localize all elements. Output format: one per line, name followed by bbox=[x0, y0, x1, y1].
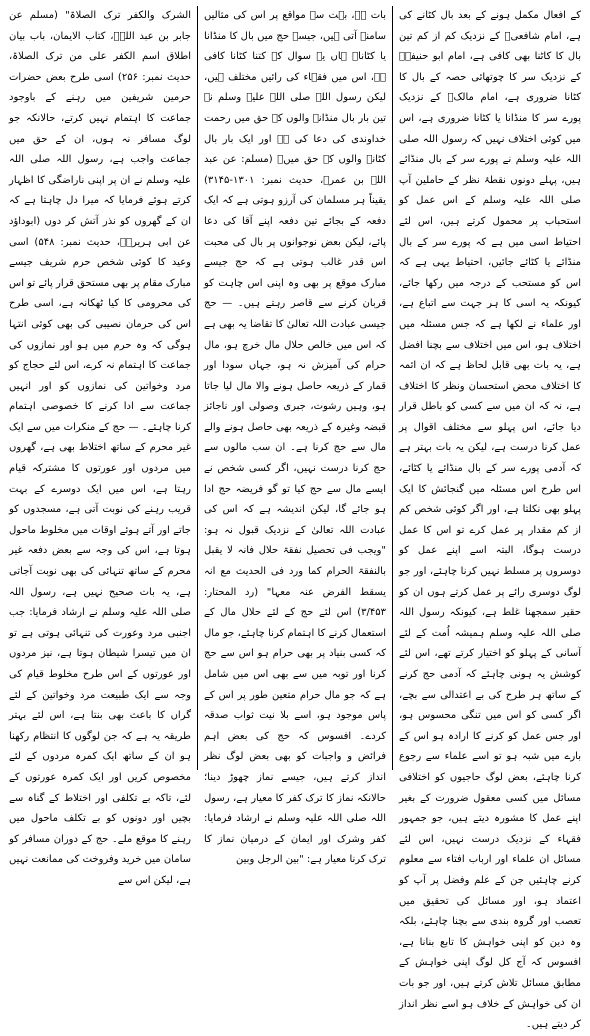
column-middle bbox=[200, 6, 390, 866]
three-column-layout bbox=[5, 6, 585, 1031]
column-right bbox=[395, 6, 585, 1031]
column-left bbox=[5, 6, 195, 886]
column-middle-text: بات ہے، بہت سے مواقع پر اس کی مثالیں سامنے آتی ہیں، جیسے حج میں بال کا منڈانا یا کٹانا۔ ہاں یہ سوال کہ کتنا کٹانا کافی ہے، اس میں فقہاء کی رائیں مختلف ہیں، لیکن رسول اللہ صلی اللہ علیہ وسلم نے تین بار بال منڈانے والوں کے حق میں رحمت خداوندی کی دعا کی ہے اور ایک بار بال کٹانے والوں کے حق میں۔ (مسلم: عن عبد اللہ بن عمرؓ، حدیث نمبر: ۱۳۰۱-۳۱۴۵) یقیناً ہر مسلمان کی آرزو ہوتی ہے کہ ایک دفعہ کے بجائے تین دفعہ اپنے آقا کی دعا پائے، لیکن بعض نوجوانوں پر بال کی محبت اس قدر غالب ہوتی ہے کہ حج جیسے مبارک موقع پر بھی وہ اپنی اس چاہت کو قربان کرنے سے قاصر رہتے ہیں۔ — حج جیسی عبادت اللہ تعالیٰ کا تقاضا یہ بھی ہے کہ اس میں خالص حلال مال خرچ ہو، مال حرام کی آمیزش نہ ہو، جہاں سودا اور قمار کے ذریعہ حاصل ہونے والا مال لیا جاتا ہو، وہیں رشوت، جبری وصولی اور ناجائز قبضہ وغیرہ کے ذریعہ بھی حاصل ہونے والے مال سے حج کرنا ہے۔ ان سب مالوں سے حج کرنا درست نہیں، اگر کسی شخص نے ایسے مال سے حج کیا تو گو فریضہ حج ادا ہو جائے گا، لیکن اندیشہ ہے کہ اس کی عبادت اللہ تعالیٰ کے نزدیک قبول نہ ہو: "ویجب فی تحصیل نفقۃ حلال فانہ لا یقبل بالنفقۃ الحرام کما ورد فی الحدیث مع انہ یسقط الفرض عنہ معہا" (رد المحتار: ۳/۴۵۳) اس لئے حج کے لئے حلال مال کے استعمال کرنے کا اہتمام کرنا چاہئے، جو مال کہ کسی بنیاد پر بھی حرام ہو اس سے حج کرنا اور توبہ میں سے بھی اس میں شامل ہے کہ جو مال حرام متعین طور پر اس کے پاس موجود ہو، اسے بلا نیت ثواب صدقہ کردے۔ افسوس کہ حج کی بعض اہم فرائض و واجبات کو بھی بعض لوگ نظر انداز کرتے ہیں، جیسے نماز چھوڑ دینا؛ حالانکہ نماز کا ترک کفر کا معیار ہے، رسول اللہ صلی اللہ علیہ وسلم نے ارشاد فرمایا: کفر وشرک اور ایمان کے درمیان نماز کا ترک کرنا معیار ہے: "بین الرجل وبین bbox=[204, 10, 386, 866]
column-divider bbox=[197, 6, 198, 770]
column-divider bbox=[392, 6, 393, 770]
column-right-text: کے افعال مکمل ہونے کے بعد بال کٹانے کی ہے، امام شافعیؒ کے نزدیک کم از کم تین بال کا کاٹنا بھی کافی ہے، امام ابو حنیفہؒ کے نزدیک سر کا چوتھائی حصہ کے بال کا کٹانا ضروری ہے، امام مالکؒ کے نزدیک پورے سر کا منڈانا یا کٹانا ضروری ہے، اس میں کوئی اختلاف نہیں کہ رسول اللہ صلی اللہ علیہ وسلم نے پورے سر کے بال منڈائے ہیں، پہلے دونوں نقطۂ نظر کے حاملین آپ صلی اللہ علیہ وسلم کے اس عمل کو استحباب پر محمول کرتے ہیں، اس لئے احتیاط اسی میں ہے کہ پورے سر کے بال منڈائے یا کٹائے جائیں، احتیاط یہی ہے کہ اس کو مستحب کے درجہ میں رکھا جائے، کیونکہ یہ اسی کا ہر جہت سے اتباع ہے، اور علماء نے لکھا ہے کہ جس مسئلہ میں اختلاف ہو، اس میں اختلاف سے بچنا افضل ہے، یہ بات بھی قابل لحاظ ہے کہ ان ائمہ کا اختلاف محض استحسان ونظر کا اختلاف ہے، نہ کہ ان میں سے کسی کو باطل قرار دیا جائے، اس پہلو سے مختلف اقوال پر عمل کرنا درست ہے، لیکن یہ بات بہتر ہے کہ آدمی پورے سر کے بال منڈائے یا کٹائے، اس طرح اس مسئلہ میں گنجائش کا ایک پہلو بھی نکلتا ہے، اور اگر کوئی شخص کم از کم مقدار پر عمل کرے تو اس کا عمل درست ہوگا، البتہ اسے اپنے عمل کو دوسروں پر مسلط نہیں کرنا چاہئے، اور جو لوگ دوسری رائے پر عمل کرتے ہوں ان کو حقیر سمجھنا غلط ہے، کیونکہ رسول اللہ صلی اللہ علیہ وسلم ہمیشہ اُمت کے لئے آسانی کے پہلو کو اختیار کرتے تھے، اس لئے کوشش یہ ہونی چاہئے کہ آدمی حج کرنے کے ساتھ ہر طرح کی بے اعتدالی سے بچے، اگر کسی کو اس میں تنگی محسوس ہو، اور جس عمل کو کرنے کا ارادہ ہو اس کے بارے میں شبہ ہو تو اسے علماء سے رجوع کرنا چاہئے، بعض لوگ حاجیوں کو اختلافی مسائل میں کسی معقول ضرورت کے بغیر اپنے عمل کا مشورہ دیتے ہیں، جو جمہور فقہاء کے نزدیک درست نہیں، اس لئے مسائل ان علماء اور ارباب افتاء سے معلوم کرنے چاہئیں جن کے علم وفضل پر آپ کو اعتماد ہو، اور مسائل کی تحقیق میں تعصب اور گروہ بندی سے بچنا چاہئے، بلکہ وہ دین کو اپنی خواہش کا تابع بنانا ہے، افسوس کہ آج کل لوگ اپنی خواہش کے مطابق مسائل تلاش کرتے ہیں، اور جو بات ان کی خواہش کے خلاف ہو اسے نظر انداز کر دیتے ہیں۔ bbox=[399, 10, 581, 1031]
column-left-text: الشرک والکفر ترک الصلاۃ" (مسلم عن جابر بن عبد اللہؓ، کتاب الایمان، باب بیان اطلاق اسم الکفر علی من ترک الصلاۃ، حدیث نمبر: ۲۵۶) اسی طرح بعض حضرات حرمین شریفین میں رہنے کے باوجود جماعت کا اہتمام نہیں کرتے، حالانکہ جو لوگ مسافر نہ ہوں، ان کے حق میں جماعت واجب ہے، رسول اللہ صلی اللہ علیہ وسلم نے ان پر اپنی ناراضگی کا اظہار کرتے ہوئے فرمایا کہ میرا دل چاہتا ہے کہ ان کے گھروں کو نذر آتش کر دوں (ابوداؤد عن ابی ہریرہؓ، حدیث نمبر: ۵۴۸) اسی وعید کا کوئی شخص حرم شریف جیسے مبارک مقام پر بھی مستحق قرار پائے تو اس کی محرومی کا کیا ٹھکانہ ہے، اسی طرح اس کی حرمان نصیبی کی بھی کوئی انتہا ہوگی کہ وہ حرم میں ہو اور نمازوں کی جماعت کا اہتمام نہ کرے، اس لئے حجاج کو مرد وخواتین کی نمازوں کو اور انہیں جماعت سے ادا کرنے کا خصوصی اہتمام کرنا چاہئے۔ — حج کے منکرات میں سے ایک غیر محرم کے ساتھ اختلاط بھی ہے، گھروں میں مردوں اور عورتوں کا مشترکہ قیام رہتا ہے، اس میں ایک دوسرے کے بہت قریب رہنے کی نوبت آتی ہے، مسجدوں کو جاتے اور آتے ہوئے اوقات میں مخلوط ماحول ہوتا ہے، اس کی وجہ سے بعض دفعہ غیر محرم کے ساتھ تنہائی کی بھی نوبت آجاتی ہے، یہ بات صحیح نہیں ہے، رسول اللہ صلی اللہ علیہ وسلم نے ارشاد فرمایا: جب اجنبی مرد وعورت کی تنہائی ہوتی ہے تو ان میں تیسرا شیطان ہوتا ہے، نیز مردوں اور عورتوں کے اس طرح مخلوط قیام کی وجہ سے ایک طبیعت مرد وخواتین کے لئے گراں کا باعث بھی بنتا ہے، اس لئے بہتر طریقہ یہ ہے کہ جن لوگوں کا انتظام رکھنا ہو ان کے ساتھ ایک کمرہ مردوں کے لئے مخصوص کریں اور ایک کمرہ عورتوں کے لئے، تاکہ بے تکلفی اور اختلاط کے گناہ سے بچیں اور دونوں کو بے تکلف ماحول میں رہنے کا موقع ملے۔ حج کے دوران مسافر کو سامان میں خرید وفروخت کی ممانعت نہیں ہے، لیکن اس سے bbox=[9, 10, 191, 886]
